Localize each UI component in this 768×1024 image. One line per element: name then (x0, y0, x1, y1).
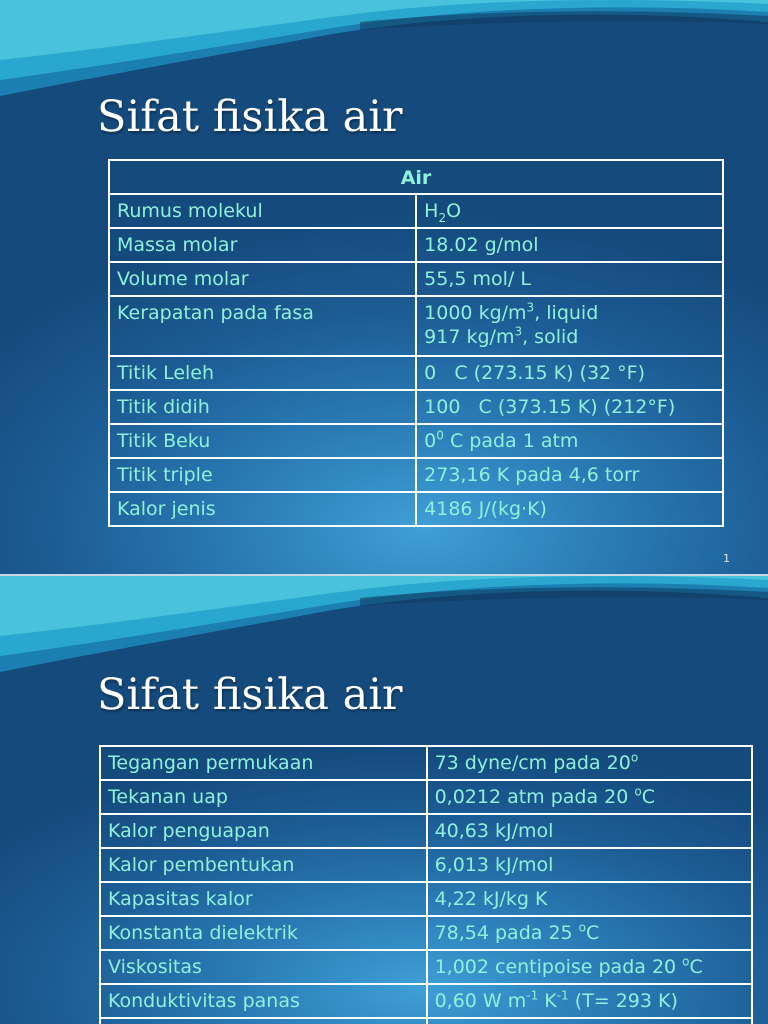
property-label: Kalor penguapan (100, 814, 427, 848)
table-row (100, 950, 752, 984)
property-label: Massa molar (109, 228, 416, 262)
property-label: Kerapatan pada fasa (109, 296, 416, 356)
property-label: Titik Leleh (109, 356, 416, 390)
property-value: $0^0$ C pada 1 atm (416, 424, 723, 458)
table-header: Air (109, 160, 723, 194)
page-number: 1 (723, 552, 730, 565)
property-label: Titik didih (109, 390, 416, 424)
property-value: $H_2O$ (416, 194, 723, 228)
table-row (100, 848, 752, 882)
table-row (109, 390, 723, 424)
property-label: Kalor pembentukan (100, 848, 427, 882)
property-value: 4,22 kJ/kg K (427, 882, 752, 916)
property-value: 0 C (273.15 K) (32 °F) (416, 356, 723, 390)
slide-title: Sifat fisika air (97, 92, 403, 142)
property-value: 18.02 g/mol (416, 228, 723, 262)
wave-decoration (0, 0, 768, 100)
table-row (109, 194, 723, 228)
property-label: Tekanan uap (100, 780, 427, 814)
table-row (109, 356, 723, 390)
slide-2 (0, 576, 768, 1024)
table-row (100, 1018, 752, 1024)
table-row (100, 814, 752, 848)
property-value: 100 C (373.15 K) (212°F) (416, 390, 723, 424)
property-label: Viskositas (100, 950, 427, 984)
property-label (100, 1018, 427, 1024)
table-row (109, 424, 723, 458)
water-properties-table-2 (99, 745, 753, 1024)
property-label: Volume molar (109, 262, 416, 296)
table-row (100, 916, 752, 950)
table-row (109, 296, 723, 356)
property-label: Kalor jenis (109, 492, 416, 526)
property-value: 1000 $kg/m^3$, liquid 917 $kg/m^3$, solid (416, 296, 723, 356)
slide-title: Sifat fisika air (97, 670, 403, 720)
property-label: Konstanta dielektrik (100, 916, 427, 950)
property-label: Titik Beku (109, 424, 416, 458)
property-value: 0,0212 atm pada 20 $^o$C (427, 780, 752, 814)
property-value: 55,5 mol/ L (416, 262, 723, 296)
property-value: 4186 J/(kg·K) (416, 492, 723, 526)
property-label: Kapasitas kalor (100, 882, 427, 916)
table-row (109, 262, 723, 296)
property-value: 0,60 W $m^{-1}$ $K^{-1}$ (T= 293 K) (427, 984, 752, 1018)
table-row (109, 228, 723, 262)
property-value: 78,54 pada 25 $^o$C (427, 916, 752, 950)
property-value: 40,63 kJ/mol (427, 814, 752, 848)
property-value: 6,013 kJ/mol (427, 848, 752, 882)
property-value: 1,002 centipoise pada 20 $^o$C (427, 950, 752, 984)
table-row (100, 746, 752, 780)
water-properties-table (108, 159, 724, 527)
property-value: 73 dyne/cm pada 20$^o$ (427, 746, 752, 780)
property-value: 273,16 K pada 4,6 torr (416, 458, 723, 492)
property-label: Konduktivitas panas (100, 984, 427, 1018)
table-row (109, 492, 723, 526)
property-label: Rumus molekul (109, 194, 416, 228)
table-row (109, 458, 723, 492)
table-row (100, 882, 752, 916)
table-row (100, 984, 752, 1018)
table-row (100, 780, 752, 814)
wave-decoration (0, 576, 768, 676)
property-label: Tegangan permukaan (100, 746, 427, 780)
property-value (427, 1018, 752, 1024)
property-label: Titik triple (109, 458, 416, 492)
